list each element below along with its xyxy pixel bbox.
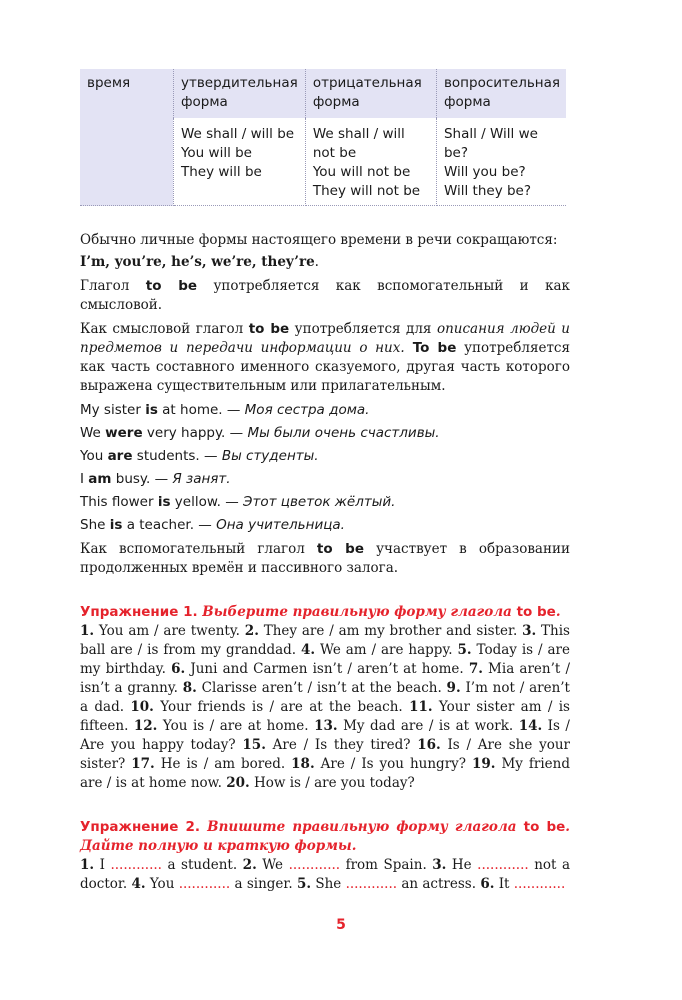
- item-number: 4.: [301, 642, 316, 658]
- exercise-2: [80, 818, 570, 894]
- example-line: [80, 424, 570, 443]
- term-to-be: to be: [248, 321, 290, 337]
- table-header-tense: время: [80, 69, 173, 118]
- table-cell-interrogative: [436, 118, 566, 206]
- example-text: busy. —: [111, 471, 173, 487]
- example-verb: am: [88, 471, 112, 487]
- answer-blank[interactable]: ............: [513, 876, 566, 892]
- item-number: 3.: [522, 623, 537, 639]
- example-line: [80, 470, 570, 489]
- item-number: 5.: [457, 642, 472, 658]
- item-text: Your friends is / are at the beach.: [153, 699, 410, 715]
- negative-line: We shall / will not be: [312, 126, 405, 161]
- text: употребляется как часть составного именного сказуемого, другая часть которого выражена существительным или прилагательным.: [80, 340, 570, 394]
- italic-text: описания людей и предметов и передачи информации о них.: [80, 321, 571, 356]
- table-cell-affirmative: [173, 118, 305, 206]
- example-text: She: [80, 517, 110, 533]
- item-number: 20.: [226, 775, 250, 791]
- item-number: 6.: [171, 661, 186, 677]
- exercise-2-term: to be: [523, 819, 566, 835]
- item-number: 8.: [182, 680, 197, 696]
- example-translation: Этот цветок жёлтый.: [243, 494, 396, 510]
- answer-blank[interactable]: ............: [288, 857, 341, 873]
- item-text: He is / am bored.: [154, 756, 292, 772]
- example-translation: Моя сестра дома.: [244, 402, 370, 418]
- exercise-2-instruction-end: . Дайте полную и краткую формы.: [80, 819, 570, 854]
- example-line: [80, 516, 570, 535]
- item-text: a student.: [161, 857, 243, 873]
- item-text: My friend are / is at home now.: [80, 756, 570, 791]
- exercise-1-term: to be: [516, 604, 556, 620]
- affirmative-line: You will be: [180, 145, 252, 161]
- exercise-2-instruction: Впишите правильную форму глагола: [200, 819, 524, 835]
- example-text: at home. —: [157, 402, 245, 418]
- item-text: Is / Are you happy today?: [80, 718, 570, 753]
- item-text: You am / are twenty.: [94, 623, 245, 639]
- interrogative-line: Will you be?: [443, 164, 526, 180]
- item-text: We am / are happy.: [315, 642, 458, 658]
- text: Глагол: [80, 278, 146, 294]
- item-number: 2.: [244, 623, 259, 639]
- example-text: You: [80, 448, 108, 464]
- item-number: 13.: [314, 718, 338, 734]
- interrogative-line: Shall / Will we be?: [443, 126, 538, 161]
- negative-line: They will not be: [312, 183, 421, 199]
- page-content: [80, 69, 570, 894]
- item-text: Are / Is you hungry?: [314, 756, 472, 772]
- example-verb: is: [145, 402, 158, 418]
- item-text: Today is / are my birthday.: [80, 642, 570, 677]
- item-number: 14.: [518, 718, 543, 734]
- item-text: We: [256, 857, 289, 873]
- item-number: 1.: [80, 857, 95, 873]
- item-text: an actress.: [397, 876, 481, 892]
- answer-blank[interactable]: ............: [178, 876, 231, 892]
- item-text: It: [494, 876, 514, 892]
- term-to-be: To be: [404, 340, 457, 356]
- answer-blank[interactable]: ............: [110, 857, 162, 873]
- example-text: a teacher. —: [122, 517, 217, 533]
- item-text: He: [446, 857, 478, 873]
- example-line: [80, 447, 570, 466]
- item-number: 18.: [291, 756, 315, 772]
- item-text: Juni and Carmen isn’t / aren’t at home.: [185, 661, 469, 677]
- text: участвует в образовании продолженных времён и пассивного залога.: [80, 541, 570, 576]
- example-text: My sister: [80, 402, 146, 418]
- item-text: Clarisse aren’t / isn’t at the beach.: [196, 680, 447, 696]
- text: Как вспомогательный глагол: [80, 541, 317, 557]
- example-text: yellow. —: [170, 494, 244, 510]
- affirmative-line: We shall / will be: [180, 126, 295, 142]
- item-text: I’m not / aren’t a dad.: [80, 680, 570, 715]
- negative-line: You will not be: [312, 164, 411, 180]
- item-number: 11.: [409, 699, 433, 715]
- table-cell-tense: [80, 118, 173, 206]
- contractions: I’m, you’re, he’s, we’re, they’re: [80, 254, 315, 270]
- item-text: You: [145, 876, 179, 892]
- contractions-line: [80, 253, 570, 272]
- item-number: 4.: [131, 876, 146, 892]
- example-verb: were: [105, 425, 143, 441]
- item-number: 2.: [242, 857, 257, 873]
- paragraph-auxiliary: [80, 540, 570, 578]
- item-text: not a doctor.: [80, 857, 571, 892]
- example-translation: Мы были очень счастливы.: [247, 425, 440, 441]
- examples-list: [80, 401, 570, 535]
- exercise-1-instruction: Выберите правильную форму глагола: [197, 604, 517, 620]
- example-text: This flower: [80, 494, 158, 510]
- exercise-2-title: Упражнение 2.: [80, 819, 201, 835]
- interrogative-line: Will they be?: [443, 183, 532, 199]
- paragraph-main-verb: [80, 320, 570, 396]
- example-translation: Я занят.: [172, 471, 231, 487]
- example-verb: are: [107, 448, 133, 464]
- example-text: We: [80, 425, 106, 441]
- example-translation: Вы студенты.: [221, 448, 319, 464]
- item-text: My dad are / is at work.: [337, 718, 519, 734]
- future-forms-table: [80, 69, 566, 206]
- item-text: I: [94, 857, 111, 873]
- item-text: She: [311, 876, 346, 892]
- affirmative-line: They will be: [180, 164, 262, 180]
- example-text: students. —: [132, 448, 222, 464]
- term-to-be: to be: [316, 541, 364, 557]
- item-number: 7.: [468, 661, 483, 677]
- paragraph-usage: [80, 277, 570, 315]
- exercise-1-instruction-end: .: [555, 604, 561, 620]
- item-number: 1.: [80, 623, 95, 639]
- item-number: 6.: [480, 876, 495, 892]
- term-to-be: to be: [145, 278, 198, 294]
- item-text: They are / am my brother and sister.: [258, 623, 523, 639]
- item-text: Mia aren’t / isn’t a granny.: [80, 661, 570, 696]
- item-text: This ball are / is from my granddad.: [80, 623, 570, 658]
- answer-blank[interactable]: ............: [345, 876, 398, 892]
- table-header-interrogative: вопросительная форма: [436, 69, 566, 118]
- exercise-1-title: Упражнение 1.: [80, 604, 198, 620]
- example-line: [80, 401, 570, 420]
- item-number: 15.: [242, 737, 266, 753]
- item-text: How is / are you today?: [249, 775, 415, 791]
- item-text: Is / Are she your sister?: [80, 737, 570, 772]
- table-header-negative: отрицательная форма: [305, 69, 436, 118]
- page-number: 5: [336, 917, 346, 933]
- example-verb: is: [157, 494, 171, 510]
- item-number: 9.: [446, 680, 461, 696]
- answer-blank[interactable]: ............: [477, 857, 529, 873]
- item-number: 17.: [131, 756, 155, 772]
- example-verb: is: [109, 517, 123, 533]
- text: Как смысловой глагол: [80, 321, 249, 337]
- item-number: 3.: [432, 857, 447, 873]
- table-cell-negative: [305, 118, 436, 206]
- item-text: from Spain.: [340, 857, 433, 873]
- contractions-period: .: [314, 254, 319, 270]
- item-text: Your sister am / is fifteen.: [80, 699, 570, 734]
- text: употребляется для: [289, 321, 437, 337]
- contraction-intro: Обычно личные формы настоящего времени в речи сокращаются:: [80, 232, 558, 248]
- item-number: 12.: [133, 718, 158, 734]
- item-text: a singer.: [230, 876, 297, 892]
- text: употребляется как вспомогательный и как смысловой.: [80, 278, 570, 313]
- example-translation: Она учительница.: [216, 517, 345, 533]
- example-text: very happy. —: [142, 425, 248, 441]
- item-number: 10.: [130, 699, 154, 715]
- table-header-affirmative: утвердительная форма: [173, 69, 305, 118]
- item-number: 5.: [296, 876, 312, 892]
- example-text: I: [80, 471, 89, 487]
- item-text: Are / Is they tired?: [265, 737, 418, 753]
- item-text: You is / are at home.: [157, 718, 315, 734]
- exercise-1: [80, 603, 570, 793]
- item-number: 19.: [472, 756, 496, 772]
- example-line: [80, 493, 570, 512]
- item-number: 16.: [417, 737, 441, 753]
